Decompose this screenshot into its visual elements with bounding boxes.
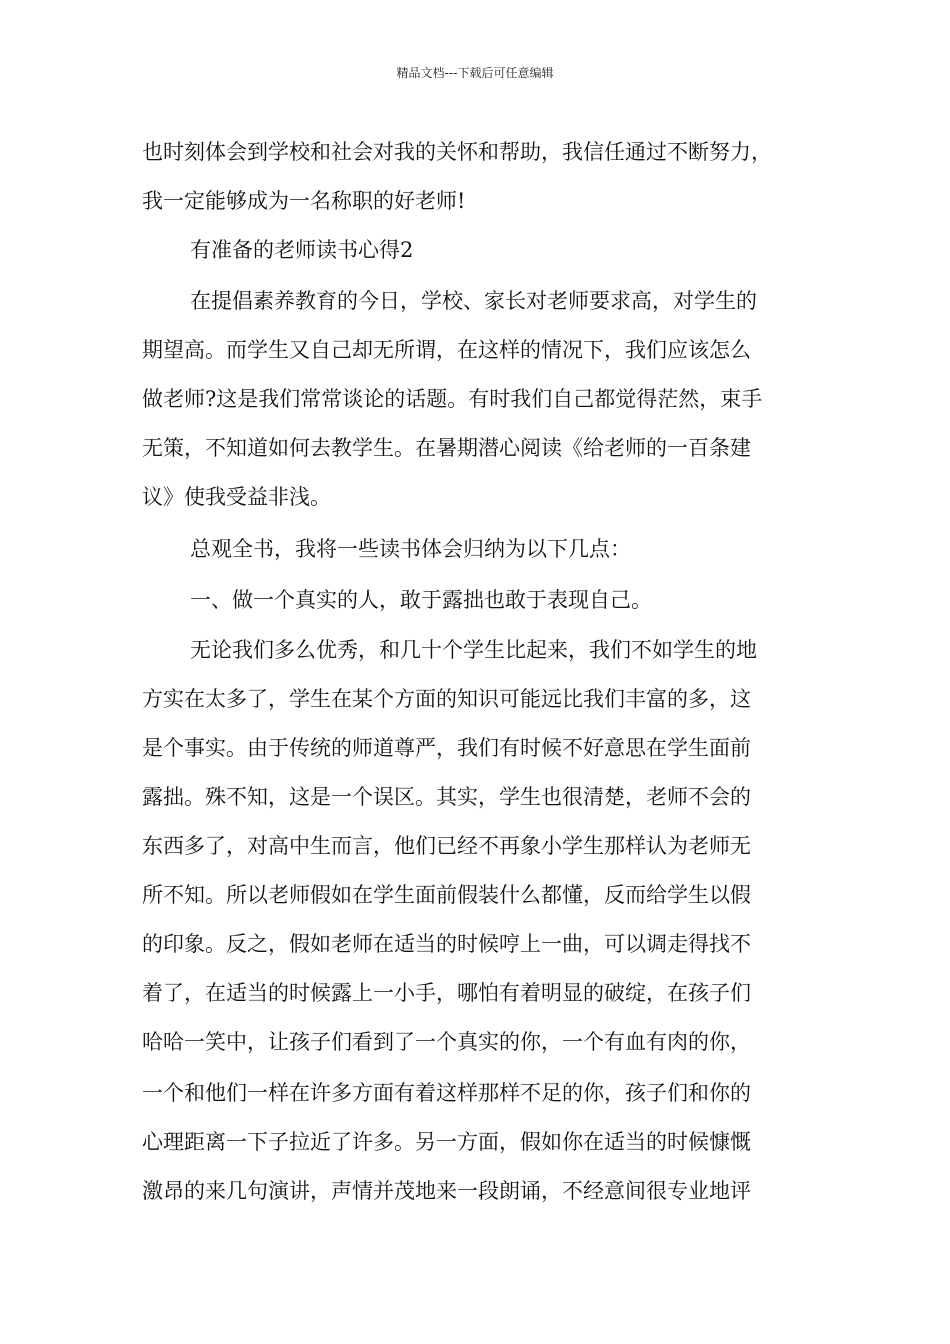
- line-text: 东西多了，对高中生而言，他们已经不再象小学生那样认为老师无: [142, 834, 751, 858]
- page-header: 精品文档---下载后可任意编辑: [396, 66, 554, 80]
- text-line: [0, 482, 950, 531]
- line-text: 着了，在适当的时候露上一小手，哪怕有着明显的破绽，在孩子们: [142, 981, 751, 1005]
- text-line: [0, 433, 950, 482]
- text-line: [0, 782, 950, 831]
- text-line: [0, 929, 950, 978]
- line-text: 无策，不知道如何去教学生。在暑期潜心阅读《给老师的一百条建: [142, 436, 751, 460]
- line-text: 议》使我受益非浅。: [142, 485, 331, 509]
- text-line: [0, 335, 950, 384]
- line-text: 心理距离一下子拉近了许多。另一方面，假如你在适当的时候慷慨: [142, 1130, 751, 1154]
- line-text: 一个和他们一样在许多方面有着这样那样不足的你，孩子们和你的: [142, 1081, 751, 1105]
- line-text: 我一定能够成为一名称职的好老师!: [142, 189, 466, 213]
- text-line: [0, 635, 950, 684]
- line-text: 期望高。而学生又自己却无所谓，在这样的情况下，我们应该怎么: [142, 338, 751, 362]
- line-text: 无论我们多么优秀，和几十个学生比起来，我们不如学生的地: [190, 638, 757, 662]
- section-title-line: [0, 235, 950, 284]
- text-line: [0, 384, 950, 433]
- text-line: [0, 585, 950, 634]
- line-text: 所不知。所以老师假如在学生面前假装什么都懂，反而给学生以假: [142, 883, 751, 907]
- line-text: 是个事实。由于传统的师道尊严，我们有时候不好意思在学生面前: [142, 736, 751, 760]
- line-text: 在提倡素养教育的今日，学校、家长对老师要求高，对学生的: [190, 289, 757, 313]
- line-text: 也时刻体会到学校和社会对我的关怀和帮助，我信任通过不断努力，: [142, 140, 772, 164]
- line-text: 一、做一个真实的人，敢于露拙也敢于表现自己。: [190, 588, 652, 612]
- text-line: [0, 733, 950, 782]
- line-text: 做老师?这是我们常常谈论的话题。有时我们自己都觉得茫然，束手: [142, 387, 763, 411]
- line-text: 方实在太多了，学生在某个方面的知识可能远比我们丰富的多，这: [142, 687, 751, 711]
- text-line: [0, 1027, 950, 1076]
- text-line: [0, 534, 950, 583]
- text-line: [0, 137, 950, 186]
- text-line: [0, 1176, 950, 1225]
- line-text: 露拙。殊不知，这是一个误区。其实，学生也很清楚，老师不会的: [142, 785, 751, 809]
- text-line: [0, 1078, 950, 1127]
- text-line: [0, 978, 950, 1027]
- text-line: [0, 684, 950, 733]
- line-text: 激昂的来几句演讲，声情并茂地来一段朗诵，不经意间很专业地评: [142, 1179, 751, 1203]
- text-line: [0, 880, 950, 929]
- text-line: [0, 286, 950, 335]
- text-line: [0, 186, 950, 235]
- text-line: [0, 1127, 950, 1176]
- line-text: 总观全书，我将一些读书体会归纳为以下几点：: [190, 537, 631, 561]
- line-text: 哈哈一笑中，让孩子们看到了一个真实的你，一个有血有肉的你，: [142, 1030, 751, 1054]
- section-title: 有准备的老师读书心得2: [190, 238, 414, 262]
- text-line: [0, 831, 950, 880]
- line-text: 的印象。反之，假如老师在适当的时候哼上一曲，可以调走得找不: [142, 932, 751, 956]
